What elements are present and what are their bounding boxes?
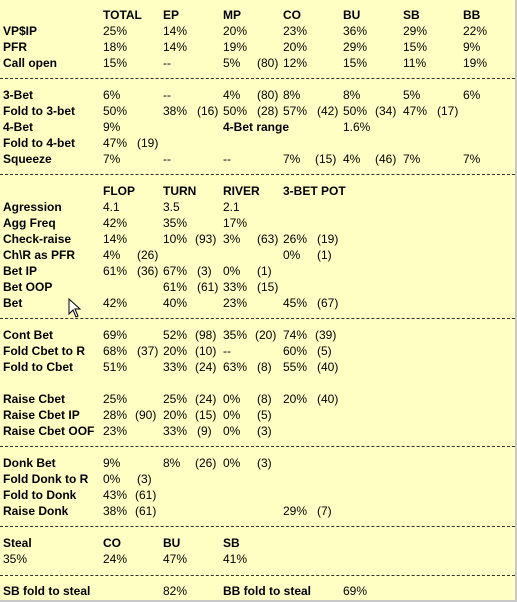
stat-count: (40) — [317, 360, 339, 374]
stat-count: (8) — [257, 360, 272, 374]
stat-value: 12% — [283, 56, 308, 70]
stat-value: 51% — [103, 360, 128, 374]
bb-fold-to-steal-label: BB fold to steal — [223, 584, 312, 598]
row-label-check-raise: Check-raise — [3, 232, 72, 246]
stat-value: 6% — [103, 88, 121, 102]
stat-count: (39) — [315, 328, 337, 342]
stat-value: 20% — [223, 24, 248, 38]
stat-count: (28) — [257, 104, 279, 118]
stat-count: (5) — [257, 408, 272, 422]
stat-value: 3.5 — [163, 200, 180, 214]
stat-value: 8% — [163, 456, 181, 470]
row-label-fold-cbet-to-r: Fold Cbet to R — [3, 344, 85, 358]
col-header-3bet-pot: 3-BET POT — [283, 184, 346, 198]
stat-count: (34) — [375, 104, 397, 118]
stat-value: 4% — [223, 88, 241, 102]
stat-count: (8) — [257, 392, 272, 406]
stat-value: 45% — [283, 296, 308, 310]
stat-count: (42) — [317, 104, 339, 118]
row-label-raise-cbet: Raise Cbet — [3, 392, 66, 406]
stat-value: 33% — [163, 424, 188, 438]
stat-value: 9% — [463, 40, 481, 54]
stat-value: 47% — [103, 136, 128, 150]
stat-value: 14% — [103, 232, 128, 246]
stat-value: -- — [223, 152, 231, 166]
col-header-sb: SB — [403, 8, 420, 22]
stat-count: (5) — [317, 344, 332, 358]
row-label-bet-oop: Bet OOP — [3, 280, 53, 294]
col-header-bb: BB — [463, 8, 481, 22]
stat-value: 69% — [103, 328, 128, 342]
row-label-chr-as-pfr: Ch\R as PFR — [3, 248, 76, 262]
stat-value: 42% — [103, 216, 128, 230]
stat-count: (26) — [137, 248, 159, 262]
section-divider — [0, 526, 515, 527]
stat-value: 7% — [283, 152, 301, 166]
stat-value: 0% — [223, 456, 241, 470]
sb-fold-to-steal-value: 82% — [163, 584, 188, 598]
stat-count: (20) — [255, 328, 277, 342]
stat-value: 7% — [463, 152, 481, 166]
row-label-donk-bet: Donk Bet — [3, 456, 56, 470]
stat-count: (61) — [197, 280, 219, 294]
stat-value: 60% — [283, 344, 308, 358]
stat-value: 15% — [403, 40, 428, 54]
stat-value: 9% — [103, 456, 121, 470]
stat-value: 74% — [283, 328, 308, 342]
stat-value: 7% — [103, 152, 121, 166]
stat-value: 42% — [103, 296, 128, 310]
stat-value: 0% — [103, 472, 121, 486]
col-header-bu: BU — [343, 8, 361, 22]
stat-value: 18% — [103, 40, 128, 54]
steal-value-bu: 47% — [163, 552, 188, 566]
stat-value: 33% — [223, 280, 248, 294]
stat-value: -- — [163, 88, 171, 102]
steal-value-sb: 41% — [223, 552, 248, 566]
stat-value: 57% — [283, 104, 308, 118]
stat-count: (63) — [257, 232, 279, 246]
stat-count: (93) — [195, 232, 217, 246]
sb-fold-to-steal-label: SB fold to steal — [3, 584, 91, 598]
stat-value: 0% — [223, 408, 241, 422]
col-header-mp: MP — [223, 8, 241, 22]
stat-value: 47% — [403, 104, 428, 118]
stat-value: 29% — [403, 24, 428, 38]
mouse-pointer-icon — [68, 298, 82, 318]
stat-value: 4% — [343, 152, 361, 166]
stat-value: 40% — [163, 296, 188, 310]
stat-value: 63% — [223, 360, 248, 374]
stat-count: (3) — [137, 472, 152, 486]
stat-value: 1.6% — [343, 120, 371, 134]
stat-count: (1) — [317, 248, 332, 262]
row-label-fold-donk-to-r: Fold Donk to R — [3, 472, 89, 486]
stat-value: 50% — [223, 104, 248, 118]
stat-value: 38% — [163, 104, 188, 118]
stat-value: 20% — [283, 392, 308, 406]
row-label-raise-cbet-ip: Raise Cbet IP — [3, 408, 80, 422]
steal-header-sb: SB — [223, 536, 240, 550]
stat-count: (98) — [195, 328, 217, 342]
stat-value: 55% — [283, 360, 308, 374]
stat-count: (1) — [257, 264, 272, 278]
stat-value: 0% — [223, 392, 241, 406]
stat-value: 9% — [103, 120, 121, 134]
row-label-3bet: 3-Bet — [3, 88, 34, 102]
row-label-raise-cbet-oof: Raise Cbet OOF — [3, 424, 95, 438]
stat-value: 0% — [223, 264, 241, 278]
stat-count: (15) — [315, 152, 337, 166]
col-header-ep: EP — [163, 8, 180, 22]
col-header-river: RIVER — [223, 184, 260, 198]
steal-header: Steal — [3, 536, 32, 550]
stat-value: 5% — [403, 88, 421, 102]
section-divider — [0, 174, 515, 175]
stat-value: 17% — [223, 216, 248, 230]
row-label-aggression: Agression — [3, 200, 62, 214]
stat-value: 19% — [223, 40, 248, 54]
stat-value: 7% — [403, 152, 421, 166]
stat-count: (16) — [197, 104, 219, 118]
stat-value: 2.1 — [223, 200, 240, 214]
stat-value: -- — [223, 344, 231, 358]
stat-value: 4% — [103, 248, 121, 262]
stat-value: 3% — [223, 232, 241, 246]
stat-value: 0% — [283, 248, 301, 262]
stat-count: (19) — [317, 232, 339, 246]
steal-header-bu: BU — [163, 536, 181, 550]
stat-value: 38% — [103, 504, 128, 518]
stat-value: 20% — [163, 408, 188, 422]
stat-value: -- — [163, 152, 171, 166]
stat-value: 15% — [343, 56, 368, 70]
stat-count: (9) — [197, 424, 212, 438]
stat-count: (61) — [135, 488, 157, 502]
stat-value: 35% — [163, 216, 188, 230]
row-label-bet-ip: Bet IP — [3, 264, 38, 278]
row-label-bet: Bet — [3, 296, 23, 310]
section-divider — [0, 446, 515, 447]
row-label-fold-to-3bet: Fold to 3-bet — [3, 104, 75, 118]
stat-value: 28% — [103, 408, 128, 422]
stat-value: 22% — [463, 24, 488, 38]
stat-value: 4.1 — [103, 200, 120, 214]
stat-value: 10% — [163, 232, 188, 246]
stat-value: 8% — [343, 88, 361, 102]
stat-count: (15) — [257, 280, 279, 294]
col-header-total: TOTAL — [103, 8, 142, 22]
col-header-flop: FLOP — [103, 184, 135, 198]
stat-value: 52% — [163, 328, 188, 342]
stat-count: (24) — [195, 392, 217, 406]
stat-count: (36) — [137, 264, 159, 278]
stat-value: 23% — [223, 296, 248, 310]
stat-value: 8% — [283, 88, 301, 102]
stat-count: (40) — [317, 392, 339, 406]
stat-count: (19) — [137, 136, 159, 150]
stat-value: -- — [163, 56, 171, 70]
stat-value: 50% — [343, 104, 368, 118]
stat-value: 35% — [223, 328, 248, 342]
stat-value: 67% — [163, 264, 188, 278]
row-label-4bet: 4-Bet — [3, 120, 34, 134]
section-divider — [0, 78, 515, 79]
label-4bet-range: 4-Bet range — [223, 120, 290, 134]
stat-value: 29% — [283, 504, 308, 518]
bb-fold-to-steal-value: 69% — [343, 584, 368, 598]
stat-value: 68% — [103, 344, 128, 358]
stat-value: 36% — [343, 24, 368, 38]
row-label-cont-bet: Cont Bet — [3, 328, 53, 342]
stat-value: 0% — [223, 424, 241, 438]
section-divider — [0, 318, 515, 319]
row-label-pfr: PFR — [3, 40, 27, 54]
stat-value: 20% — [283, 40, 308, 54]
section-divider — [0, 575, 515, 576]
stat-count: (3) — [257, 424, 272, 438]
stat-value: 25% — [103, 392, 128, 406]
stat-value: 20% — [163, 344, 188, 358]
stat-value: 5% — [223, 56, 241, 70]
stat-count: (37) — [137, 344, 159, 358]
col-header-turn: TURN — [163, 184, 197, 198]
col-header-co: CO — [283, 8, 301, 22]
stat-value: 23% — [283, 24, 308, 38]
stat-value: 19% — [463, 56, 488, 70]
row-label-fold-to-donk: Fold to Donk — [3, 488, 77, 502]
row-label-raise-donk: Raise Donk — [3, 504, 69, 518]
stat-count: (7) — [317, 504, 332, 518]
stat-value: 26% — [283, 232, 308, 246]
stat-count: (61) — [135, 504, 157, 518]
stat-count: (80) — [257, 88, 279, 102]
stat-count: (17) — [437, 104, 459, 118]
stat-value: 11% — [403, 56, 427, 70]
stat-count: (90) — [135, 408, 157, 422]
stat-value: 23% — [103, 424, 128, 438]
stat-count: (46) — [375, 152, 397, 166]
stat-value: 43% — [103, 488, 128, 502]
stat-value: 29% — [343, 40, 368, 54]
row-label-agg-freq: Agg Freq — [3, 216, 56, 230]
stat-count: (3) — [197, 264, 212, 278]
stat-count: (24) — [195, 360, 217, 374]
stat-value: 61% — [163, 280, 188, 294]
steal-value-total: 35% — [3, 552, 28, 566]
stat-value: 61% — [103, 264, 128, 278]
stat-count: (26) — [195, 456, 217, 470]
stat-count: (10) — [195, 344, 217, 358]
stat-value: 15% — [103, 56, 128, 70]
stat-count: (67) — [317, 296, 339, 310]
stat-count: (15) — [195, 408, 217, 422]
row-label-squeeze: Squeeze — [3, 152, 52, 166]
row-label-fold-to-4bet: Fold to 4-bet — [3, 136, 75, 150]
row-label-vpip: VP$IP — [3, 24, 38, 38]
row-label-fold-to-cbet: Fold to Cbet — [3, 360, 73, 374]
stat-value: 25% — [103, 24, 128, 38]
stat-value: 14% — [163, 40, 188, 54]
stat-count: (80) — [257, 56, 279, 70]
row-label-call-open: Call open — [3, 56, 58, 70]
stat-value: 25% — [163, 392, 188, 406]
stat-value: 50% — [103, 104, 128, 118]
stat-count: (3) — [257, 456, 272, 470]
steal-value-co: 24% — [103, 552, 128, 566]
stat-value: 33% — [163, 360, 188, 374]
stat-value: 14% — [163, 24, 188, 38]
steal-header-co: CO — [103, 536, 121, 550]
stat-value: 6% — [463, 88, 481, 102]
